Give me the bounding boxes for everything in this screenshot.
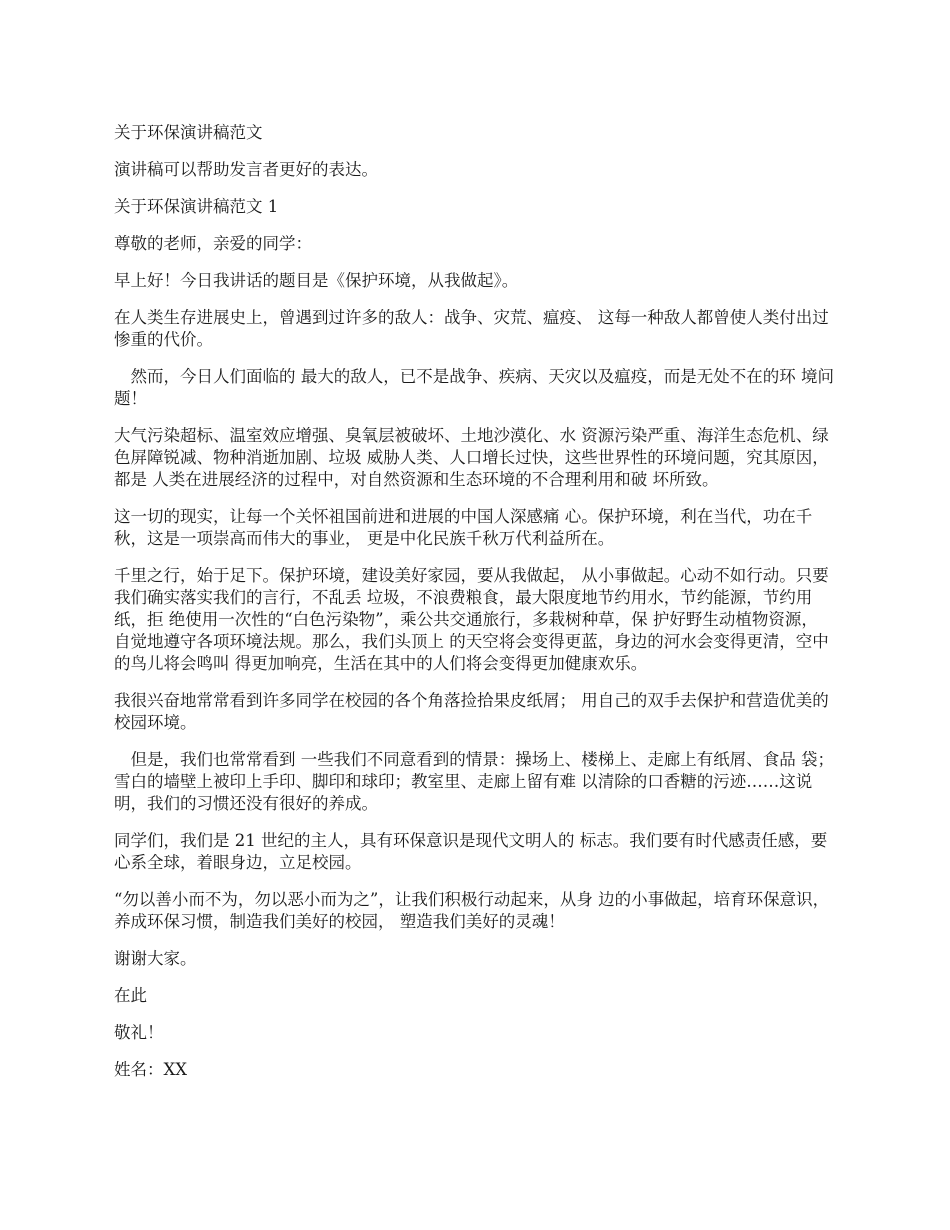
- opening-line: 早上好！今日我讲话的题目是《保护环境，从我做起》。: [114, 271, 519, 290]
- body-paragraph: 但是，我们也常常看到 一些我们不同意看到的情景：操场上、楼梯上、走廊上有纸屑、食品 袋；雪白的墙壁上被印上手印、脚印和球印；教室里、走廊上留有难 以清除的口香糖的污迹……这说明，我们的习惯还没有很好的养成。: [114, 750, 834, 813]
- body-paragraph: 千里之行，始于足下。保护环境，建设美好家园，要从我做起， 从小事做起。心动不如行动。只要我们确实落实我们的言行，不乱丢 垃圾，不浪费粮食，最大限度地节约用水，节约能源，节约用纸，拒 绝使用一次性的“白色污染物”，乘公共交通旅行，多栽树种草，保 护好野生动植物资源，自觉地遵守各项环境法规。那么，我们头顶上 的天空将会变得更蓝，身边的河水会变得更清，空中的鸟儿将会鸣叫 得更加响亮，生活在其中的人们将会变得更加健康欢乐。: [114, 566, 829, 673]
- document-page: [114, 122, 834, 1096]
- body-paragraph: 这一切的现实，让每一个关怀祖国前进和进展的中国人深感痛 心。保护环境，利在当代，功在千秋，这是一项崇高而伟大的事业， 更是中化民族千秋万代利益所在。: [114, 507, 813, 548]
- document-title: 关于环保演讲稿范文: [114, 123, 263, 142]
- body-paragraph: 在人类生存进展史上，曾遇到过许多的敌人：战争、灾荒、瘟疫、 这每一种敌人都曾使人类付出过惨重的代价。: [114, 308, 829, 349]
- thanks-line: 谢谢大家。: [114, 949, 197, 968]
- body-paragraph: 同学们，我们是 21 世纪的主人，具有环保意识是现代文明人的 标志。我们要有时代感责任感，要心系全球，着眼身边，立足校园。: [114, 831, 828, 872]
- body-paragraph: 然而，今日人们面临的 最大的敌人，已不是战争、疾病、天灾以及瘟疫，而是无处不在的环 境问题！: [114, 367, 834, 408]
- signature-line: 姓名：XX: [114, 1060, 187, 1079]
- intro-text: 演讲稿可以帮助发言者更好的表达。: [114, 160, 378, 179]
- salute-line: 敬礼！: [114, 1023, 164, 1042]
- speech-subtitle: 关于环保演讲稿范文 1: [114, 197, 279, 216]
- body-paragraph: 我很兴奋地常常看到许多同学在校园的各个角落捡拾果皮纸屑； 用自己的双手去保护和营造优美的校园环境。: [114, 691, 829, 732]
- closing-line: 在此: [114, 986, 147, 1005]
- greeting: 尊敬的老师，亲爱的同学：: [114, 234, 312, 253]
- body-paragraph: 大气污染超标、温室效应增强、臭氧层被破坏、土地沙漠化、水 资源污染严重、海洋生态危机、绿色屏障锐减、物种消逝加剧、垃圾 威胁人类、人口增长过快，这些世界性的环境问题，究其原因，都是 人类在进展经济的过程中，对自然资源和生态环境的不合理利用和破 坏所致。: [114, 426, 829, 489]
- body-paragraph: “勿以善小而不为，勿以恶小而为之”，让我们积极行动起来，从身 边的小事做起，培育环保意识，养成环保习惯，制造我们美好的校园， 塑造我们美好的灵魂！: [114, 890, 830, 931]
